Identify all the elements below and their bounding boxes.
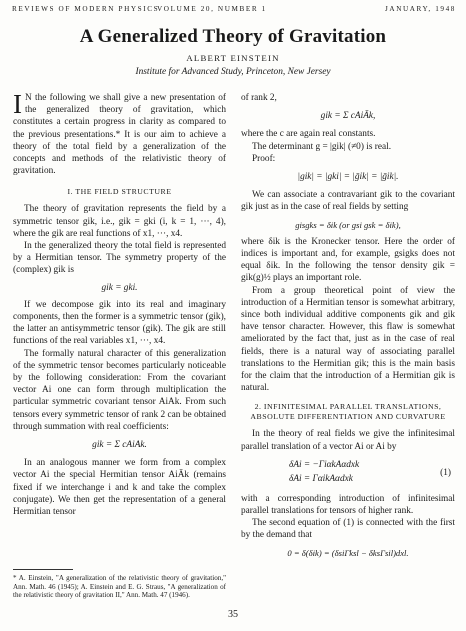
drop-cap: I <box>13 89 22 119</box>
left-column <box>13 89 226 518</box>
page-number: 35 <box>228 609 238 620</box>
section-heading-field-structure: I. THE FIELD STRUCTURE <box>67 187 172 197</box>
paragraph: If we decompose gik into its real and imaginary components, then the former is a symmetric tensor (gik), the latter an antisymmetric tensor (gik). The gik are still functions of the real variables x1, ···, x4. <box>13 299 226 347</box>
proof-label: Proof: <box>252 153 276 164</box>
equation-number: (1) <box>440 467 451 478</box>
equation-parallel-translation <box>241 459 455 487</box>
footnote: * A. Einstein, "A generalization of the relativistic theory of gravitation," Ann. Math. 46 (1945); A. Einstein and E. G. Straus, "A generalization of the relativistic theory of gravitation II," Ann. Math. 47 (1946). <box>13 574 226 600</box>
equation-contravariant: gisgks = δik (or gsi gsk = δik), <box>295 219 401 230</box>
paragraph: where δik is the Kronecker tensor. Here the order of indices is important and, for example, gsigks does not equal δik. In the following the tensor density gik = gik(g)½ plays an important role. <box>241 236 455 284</box>
paper-title: A Generalized Theory of Gravitation <box>79 26 387 47</box>
paragraph: with a corresponding introduction of infinitesimal parallel translations for tensors of higher rank. <box>241 493 455 517</box>
footnote-rule <box>13 569 73 570</box>
paragraph: In an analogous manner we form from a complex vector Ai the special Hermitian tensor AiĀk (remains fixed if we interchange i and k and take the complex conjugate). We then get the representation of a general Hermitian tensor <box>13 458 226 518</box>
running-head-volume: VOLUME 20, NUMBER 1 <box>157 5 267 13</box>
equation-line: δAi = −ΓiαkAαdxk <box>289 459 360 470</box>
paragraph: where the c are again real constants. <box>241 129 376 140</box>
paragraph: of rank 2, <box>241 93 277 103</box>
equation-line: δAi = ΓαikAαdxk <box>289 473 353 484</box>
paragraph: The determinant g = |gik| (≠0) is real. <box>252 141 392 152</box>
paragraph: The formally natural character of this generalization of the symmetric tensor becomes particularly noticeable by the following consideration: From the covariant vector Ai one can form through multiplication the particular symmetric covariant tensor AiAk. From such tensors every symmetric tensor of rank 2 can be obtained through summation with real coefficients: <box>13 348 226 432</box>
intro-paragraph <box>13 89 226 177</box>
paragraph: In the generalized theory the total field is represented by a Hermitian tensor. The symmetry property of the (complex) gik is <box>13 241 226 276</box>
paragraph: The theory of gravitation represents the field by a symmetric tensor gik, i.e., gik = gki (i, k = 1, ···, 4), where the gik are real functions of x1, ···, x4. <box>13 204 226 239</box>
paragraph: The second equation of (1) is connected with the first by the demand that <box>241 518 455 541</box>
paragraph: In the theory of real fields we give the infinitesimal parallel translation of a vector Ai or Ai by <box>241 429 455 452</box>
equation-determinant: |gik| = |gki| = |ḡik| = |ḡik|. <box>297 172 399 183</box>
equation-kronecker-condition: 0 = δ(δik) = (δsiΓksl − δksΓsil)dxl. <box>287 547 409 558</box>
equation-symmetric-sum: gik = Σ cAiAk. <box>92 440 147 451</box>
author-affiliation: Institute for Advanced Study, Princeton, New Jersey <box>135 67 331 77</box>
equation-hermitian-symmetry: gik = gki. <box>101 282 138 293</box>
running-head-date: JANUARY, 1948 <box>385 5 456 13</box>
running-head <box>12 5 456 17</box>
section-heading-parallel-translations: 2. INFINITESIMAL PARALLEL TRANSLATIONS, ABSOLUTE DIFFERENTIATION AND CURVATURE <box>250 402 446 422</box>
author-name: ALBERT EINSTEIN <box>186 53 280 63</box>
right-column <box>241 92 455 564</box>
running-head-journal: REVIEWS OF MODERN PHYSICS <box>12 5 160 13</box>
equation-hermitian-sum: gik = Σ cAiĀk, <box>320 111 376 122</box>
paragraph: From a group theoretical point of view the introduction of a Hermitian tensor is somewhat arbitrary, since both individual additive components gik and gik have tensor character. However, this flaw is somewhat ameliorated by the fact that, just as in the case of real fields, there is a natural way of associating parallel translations to the Hermitian gik; this is the main basis for the claim that the introduction of a Hermitian gik is natural. <box>241 285 455 394</box>
intro-text: N the following we shall give a new presentation of the generalized theory of gravitation, which constitutes a certain progress in clarity as compared to the previous presentations.* It is our aim to achieve a theory of the total field by a generalization of the concepts and methods of the relativistic theory of gravitation. <box>13 93 226 177</box>
paragraph: We can associate a contravariant gik to the covariant gik just as in the case of real fields by setting <box>241 190 455 213</box>
